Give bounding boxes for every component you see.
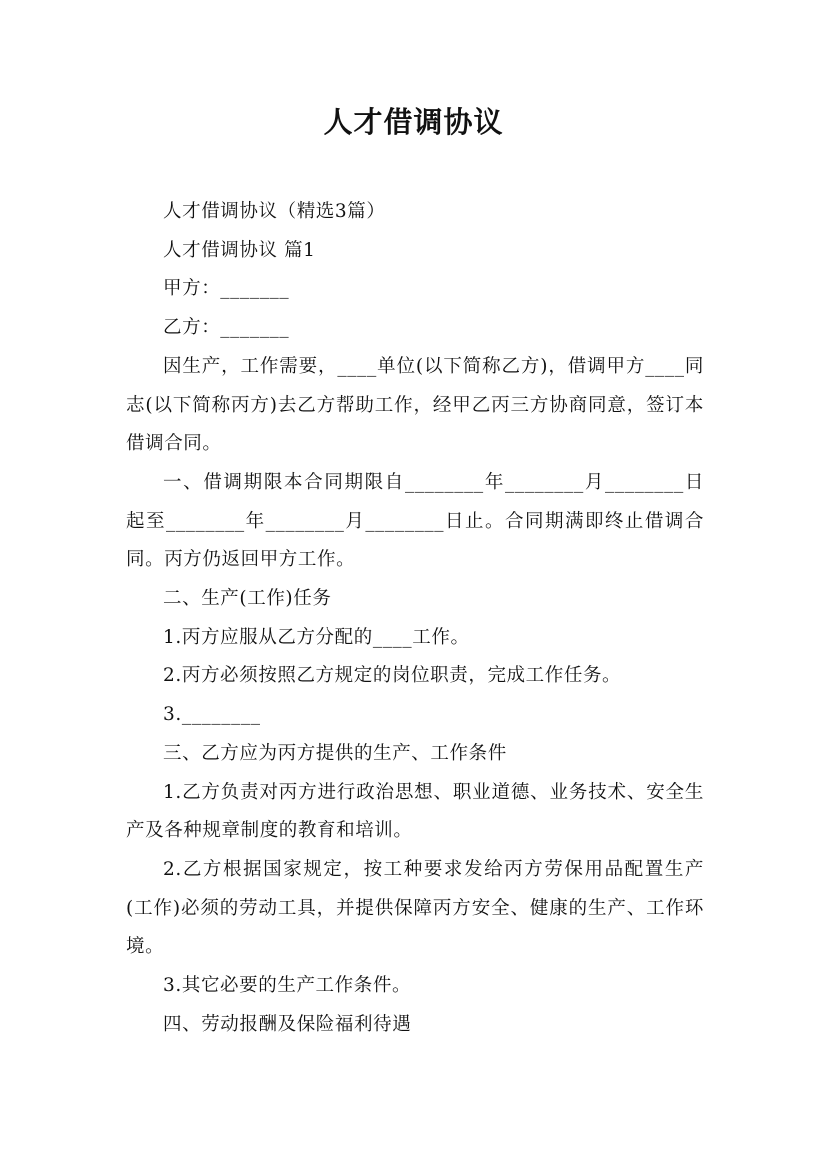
clause-item: 2.乙方根据国家规定，按工种要求发给丙方劳保用品配置生产(工作)必须的劳动工具，并提供保障丙方安全、健康的生产、工作环境。 [126,858,704,958]
clause-heading: 二、生产(工作)任务 [163,588,332,610]
party-a-line: 甲方：_______ [163,278,290,300]
party-b-line: 乙方：_______ [163,317,290,339]
clause-item: 1.乙方负责对丙方进行政治思想、职业道德、业务技术、安全生产及各种规章制度的教育和培训。 [126,781,704,842]
document-title: 人才借调协议 [323,105,504,139]
clause-item: 3.其它必要的生产工作条件。 [163,975,412,997]
document-body [126,193,704,1044]
clause-item: 2.丙方必须按照乙方规定的岗位职责，完成工作任务。 [163,665,622,687]
clause-item: 1.丙方应服从乙方分配的____工作。 [163,626,470,648]
section-heading: 人才借调协议 篇1 [163,239,316,261]
clause-item: 3.________ [163,704,261,726]
term-paragraph: 一、借调期限本合同期限自________年________月________日起至________年________月________日止。合同期满即终止借调合同。丙方仍返回甲方工作。 [126,471,704,571]
intro-paragraph: 因生产，工作需要，____单位(以下简称乙方)，借调甲方____同志(以下简称丙方)去乙方帮助工作，经甲乙丙三方协商同意，签订本借调合同。 [126,355,704,455]
subtitle-paragraph: 人才借调协议（精选3篇） [163,201,386,222]
clause-heading: 四、劳动报酬及保险福利待遇 [163,1013,412,1035]
clause-heading: 三、乙方应为丙方提供的生产、工作条件 [163,742,507,764]
